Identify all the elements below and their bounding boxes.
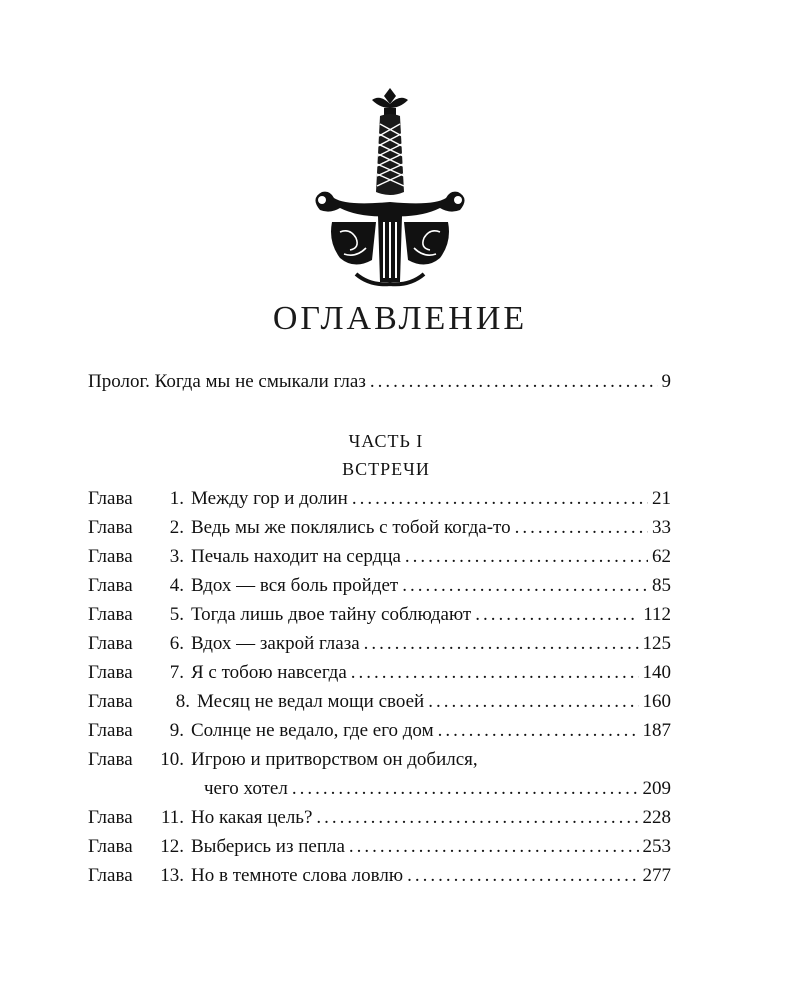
toc-entry-chapter-9[interactable] — [88, 720, 671, 750]
page-number: 140 — [642, 662, 671, 683]
chapter-word: Глава — [88, 575, 133, 596]
page-number: 9 — [661, 371, 671, 392]
page-number: 33 — [652, 517, 671, 538]
toc-entry-chapter-7[interactable] — [88, 662, 671, 692]
chapter-word: Глава — [88, 604, 133, 625]
dagger-ornament-icon — [300, 82, 480, 288]
dot-leader — [349, 836, 639, 858]
dot-leader — [402, 575, 648, 597]
toc-entry-chapter-1[interactable] — [88, 488, 671, 518]
chapter-number: 9. — [169, 720, 184, 741]
dot-leader — [352, 488, 648, 510]
prologue-title: Пролог. Когда мы не смыкали глаз — [88, 371, 366, 392]
chapter-number: 4. — [169, 575, 184, 596]
chapter-number: 12. — [160, 836, 184, 857]
toc-entry-chapter-13[interactable] — [88, 865, 671, 895]
toc-entry-chapter-3[interactable] — [88, 546, 671, 576]
chapter-word: Глава — [88, 633, 133, 654]
toc-entry-chapter-12[interactable] — [88, 836, 671, 866]
chapter-title: Печаль находит на сердца — [191, 546, 401, 567]
dot-leader — [316, 807, 638, 829]
chapter-title: Игрою и притворством он добился, — [191, 749, 478, 770]
page-number: 62 — [652, 546, 671, 567]
page-number: 228 — [642, 807, 671, 828]
page-number: 160 — [642, 691, 671, 712]
dot-leader — [407, 865, 638, 887]
page-number: 125 — [642, 633, 671, 654]
toc-entry-chapter-4[interactable] — [88, 575, 671, 605]
chapter-number: 2. — [169, 517, 184, 538]
dot-leader — [370, 371, 658, 393]
part-label: ЧАСТЬ I — [348, 431, 424, 451]
chapter-number: 6. — [169, 633, 184, 654]
chapter-title: Солнце не ведало, где его дом — [191, 720, 434, 741]
chapter-word: Глава — [88, 720, 133, 741]
page-number: 209 — [642, 778, 671, 799]
chapter-word: Глава — [88, 691, 133, 712]
chapter-title: Но какая цель? — [191, 807, 313, 828]
toc-title: ОГЛАВЛЕНИЕ — [272, 300, 528, 337]
chapter-title: Между гор и долин — [191, 488, 348, 509]
chapter-title-continued: чего хотел — [204, 778, 288, 799]
toc-entry-prologue[interactable] — [88, 371, 671, 401]
chapter-number: 1. — [169, 488, 184, 509]
chapter-title: Месяц не ведал мощи своей — [197, 691, 425, 712]
page-number: 85 — [652, 575, 671, 596]
page-number: 277 — [642, 865, 671, 886]
chapter-number: 7. — [169, 662, 184, 683]
chapter-title: Выберись из пепла — [191, 836, 345, 857]
chapter-word: Глава — [88, 836, 133, 857]
chapter-title: Но в темноте слова ловлю — [191, 865, 404, 886]
chapter-title: Вдох — закрой глаза — [191, 633, 360, 654]
chapter-title: Тогда лишь двое тайну соблюдают — [191, 604, 472, 625]
chapter-word: Глава — [88, 749, 133, 770]
dot-leader — [515, 517, 648, 539]
chapter-number: 3. — [169, 546, 184, 567]
chapter-number: 13. — [160, 865, 184, 886]
dot-leader — [292, 778, 639, 800]
page-number: 253 — [642, 836, 671, 857]
chapter-word: Глава — [88, 546, 133, 567]
toc-entry-chapter-10-continued[interactable] — [186, 778, 671, 808]
page-number: 112 — [643, 604, 671, 625]
dot-leader — [364, 633, 639, 655]
toc-entry-chapter-6[interactable] — [88, 633, 671, 663]
chapter-title: Я с тобою навсегда — [191, 662, 347, 683]
dot-leader — [428, 691, 638, 713]
part-name: ВСТРЕЧИ — [342, 459, 430, 479]
toc-entry-chapter-11[interactable] — [88, 807, 671, 837]
chapter-number: 11. — [160, 807, 184, 828]
dot-leader — [438, 720, 639, 742]
dot-leader — [475, 604, 639, 626]
toc-entry-chapter-5[interactable] — [88, 604, 671, 634]
chapter-title: Ведь мы же поклялись с тобой когда-то — [191, 517, 511, 538]
chapter-number: 5. — [169, 604, 184, 625]
page-number: 187 — [642, 720, 671, 741]
toc-entry-chapter-2[interactable] — [88, 517, 671, 547]
chapter-word: Глава — [88, 662, 133, 683]
dot-leader — [405, 546, 648, 568]
chapter-number: 8. — [175, 691, 190, 712]
chapter-title: Вдох — вся боль пройдет — [191, 575, 399, 596]
chapter-word: Глава — [88, 865, 133, 886]
page-number: 21 — [652, 488, 671, 509]
chapter-number: 10. — [160, 749, 184, 770]
toc-entry-chapter-10[interactable] — [88, 749, 671, 779]
toc-entry-chapter-8[interactable] — [88, 691, 671, 721]
chapter-word: Глава — [88, 517, 133, 538]
dot-leader — [351, 662, 639, 684]
chapter-word: Глава — [88, 807, 133, 828]
chapter-word: Глава — [88, 488, 133, 509]
